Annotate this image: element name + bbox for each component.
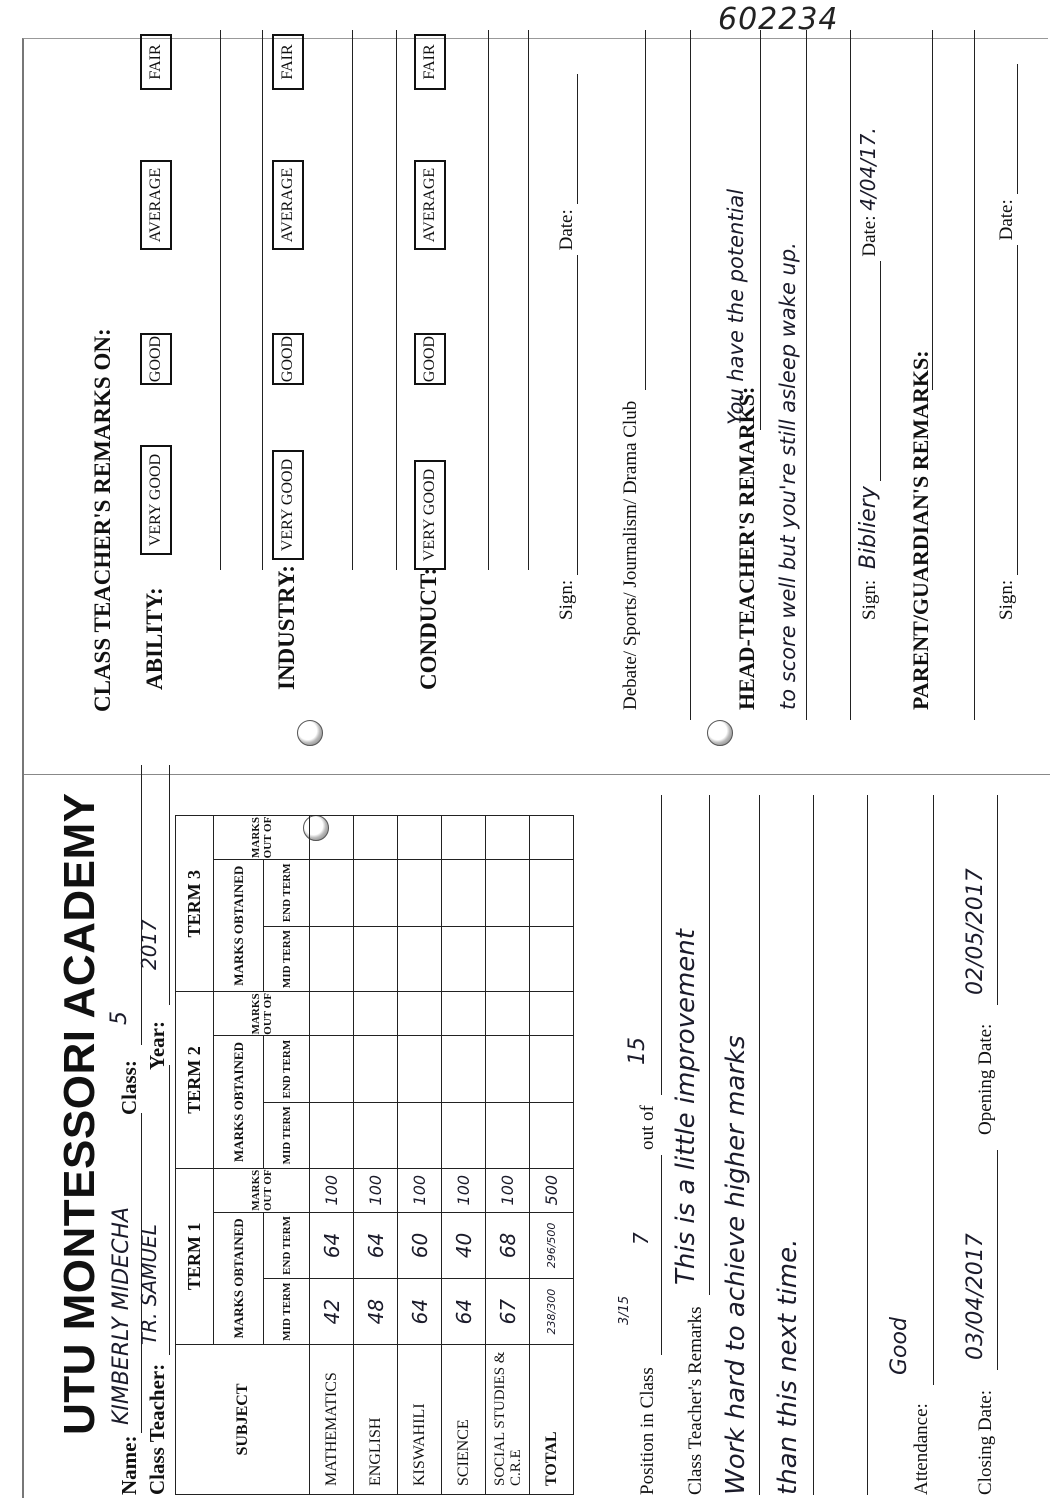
t1-out-cell: 100 [442, 1168, 486, 1212]
t1-mid-cell: 64 [442, 1279, 486, 1345]
subject-cell: SCIENCE [442, 1345, 486, 1495]
position-label: Position in Class [637, 1367, 658, 1495]
parent-line-2 [974, 30, 975, 720]
empty-cell [398, 992, 442, 1036]
good-box: GOOD [140, 333, 172, 385]
empty-cell [398, 1036, 442, 1103]
t1-mid-cell: 48 [354, 1279, 398, 1345]
class-teacher-remarks-title: CLASS TEACHER'S REMARKS ON: [90, 328, 115, 712]
empty-cell [486, 816, 530, 860]
empty-cell [530, 1102, 574, 1168]
subject-header: SUBJECT [176, 1345, 310, 1495]
empty-cell [530, 926, 574, 992]
remark-line-1 [709, 795, 710, 1295]
document-id: 602234 [718, 2, 839, 37]
class-teacher-label: Class Teacher: [145, 1363, 169, 1495]
subject-cell: KISWAHILI [398, 1345, 442, 1495]
sign-line [577, 255, 578, 575]
subject-cell: ENGLISH [354, 1345, 398, 1495]
very-good-box: VERY GOOD [414, 460, 446, 570]
ability-label: ABILITY: [142, 587, 167, 690]
parent-line-1 [932, 30, 933, 390]
class-teacher-remark-2: Work hard to achieve higher marks [721, 1035, 751, 1495]
good-box: GOOD [414, 333, 446, 385]
punch-hole [297, 720, 323, 746]
industry-line-2 [396, 30, 397, 570]
empty-cell [530, 992, 574, 1036]
marks-out-of-header: MARKS OUT OF [214, 992, 310, 1036]
remark-line-2 [759, 795, 760, 1495]
subject-cell: MATHEMATICS [310, 1345, 354, 1495]
head-teacher-sign-row [856, 127, 881, 620]
conduct-label: CONDUCT: [416, 567, 441, 690]
student-name: KIMBERLY MIDECHA [109, 1206, 134, 1425]
fair-box: FAIR [272, 34, 304, 90]
empty-cell [354, 926, 398, 992]
t1-mid-cell: 64 [398, 1279, 442, 1345]
average-box: AVERAGE [140, 160, 172, 250]
t1-end-cell: 40 [442, 1212, 486, 1279]
ability-row [134, 30, 178, 720]
head-teacher-signature: Bibliery [856, 486, 881, 570]
remark-line-4 [867, 795, 868, 1495]
class-label: Class: [117, 1060, 141, 1115]
empty-cell [398, 1102, 442, 1168]
attendance-value: Good [887, 1317, 912, 1375]
empty-cell [486, 860, 530, 927]
t1-out-cell: 100 [486, 1168, 530, 1212]
empty-cell [310, 992, 354, 1036]
t1-mid-cell: 67 [486, 1279, 530, 1345]
remarks-page [90, 30, 1020, 720]
mid-term-header: MID TERM [264, 1279, 310, 1345]
term-2-header: TERM 2 [176, 992, 214, 1168]
end-term-header: END TERM [264, 860, 310, 927]
head-teacher-date: 4/04/17. [856, 127, 880, 211]
marks-obtained-header: MARKS OBTAINED [214, 1212, 264, 1344]
position-line [661, 1155, 662, 1355]
empty-cell [354, 992, 398, 1036]
empty-cell [530, 816, 574, 860]
t1-out-cell: 100 [398, 1168, 442, 1212]
out-of-value: 15 [625, 1037, 650, 1065]
out-of-label: out of [637, 1105, 658, 1150]
marks-obtained-header: MARKS OBTAINED [214, 1036, 264, 1168]
school-name: UTU MONTESSORI ACADEMY [55, 792, 104, 1435]
class-teacher-remarks-label: Class Teacher's Remarks [685, 1306, 706, 1495]
position-value: 7 [629, 1232, 653, 1245]
sign-line [880, 261, 881, 481]
empty-cell [310, 1036, 354, 1103]
empty-cell [486, 1036, 530, 1103]
parent-guardian-label: PARENT/GUARDIAN'S REMARKS: [908, 350, 933, 710]
opening-date-value: 02/05/2017 [963, 868, 988, 995]
empty-cell [354, 860, 398, 927]
sign-label: Sign: [859, 579, 880, 620]
closing-date-value: 03/04/2017 [963, 1233, 988, 1360]
fair-box: FAIR [140, 34, 172, 90]
term-1-header: TERM 1 [176, 1168, 214, 1344]
name-label: Name: [117, 1435, 141, 1495]
empty-cell [442, 860, 486, 927]
sign-label: Sign: [556, 579, 577, 620]
marks-out-of-header: MARKS OUT OF [214, 816, 310, 860]
conduct-line-2 [528, 30, 529, 570]
class-line [141, 765, 142, 1045]
marks-out-of-header: MARKS OUT OF [214, 1168, 310, 1212]
t1-end-cell: 68 [486, 1212, 530, 1279]
empty-cell [442, 926, 486, 992]
report-card-page [45, 765, 1025, 1495]
mid-term-header: MID TERM [264, 1102, 310, 1168]
head-remark-line-2 [806, 30, 807, 720]
empty-cell [310, 1102, 354, 1168]
empty-cell [398, 926, 442, 992]
good-box: GOOD [272, 333, 304, 385]
end-term-header: END TERM [264, 1036, 310, 1103]
year-value: 2017 [137, 919, 161, 970]
empty-cell [486, 992, 530, 1036]
empty-cell [398, 816, 442, 860]
t1-end-cell: 64 [310, 1212, 354, 1279]
subject-cell: SOCIAL STUDIES & C.R.E [486, 1345, 530, 1495]
term-3-header: TERM 3 [176, 816, 214, 992]
ability-line-2 [262, 30, 263, 570]
t1-out-total: 500 [530, 1168, 574, 1212]
class-teacher-sign-row [556, 74, 578, 620]
class-teacher-remark-3: than this next time. [773, 1238, 803, 1495]
empty-cell [354, 1036, 398, 1103]
table-row [398, 816, 442, 1495]
mid-term-header: MID TERM [264, 926, 310, 992]
empty-cell [310, 816, 354, 860]
attendance-label: Attendance: [911, 1403, 932, 1495]
table-row-total [530, 816, 574, 1495]
head-teacher-remark-2: to score well but you're still asleep wake up. [776, 242, 800, 710]
sign-line [1017, 245, 1018, 575]
class-teacher-value: TR. SAMUEL [137, 1224, 161, 1345]
empty-cell [530, 860, 574, 927]
table-row [310, 816, 354, 1495]
sign-label: Sign: [996, 579, 1017, 620]
date-label: Date: [859, 215, 880, 257]
class-teacher-remark-1: This is a little improvement [671, 929, 701, 1285]
date-line [1017, 64, 1018, 194]
empty-cell [442, 1036, 486, 1103]
empty-cell [486, 926, 530, 992]
fair-box: FAIR [414, 34, 446, 90]
date-line [577, 74, 578, 204]
total-label: TOTAL [530, 1345, 574, 1495]
empty-cell [442, 816, 486, 860]
punch-hole [707, 720, 733, 746]
date-label: Date: [996, 199, 1017, 241]
empty-cell [442, 992, 486, 1036]
ability-line-1 [220, 30, 221, 570]
t1-out-cell: 100 [354, 1168, 398, 1212]
t1-end-cell: 64 [354, 1212, 398, 1279]
opening-date-line [997, 795, 998, 1005]
industry-line-1 [352, 30, 353, 570]
year-line [169, 765, 170, 1005]
class-value: 5 [107, 1011, 132, 1025]
empty-cell [310, 860, 354, 927]
clubs-line [645, 30, 646, 390]
out-of-line [661, 795, 662, 1095]
industry-label: INDUSTRY: [274, 565, 299, 690]
position-note: 3/15 [617, 1295, 632, 1325]
closing-date-label: Closing Date: [975, 1389, 996, 1495]
very-good-box: VERY GOOD [272, 450, 304, 560]
head-teacher-label: HEAD-TEACHER'S REMARKS: [734, 386, 759, 710]
year-label: Year: [145, 1021, 169, 1070]
attendance-line [933, 795, 934, 1385]
conduct-line-1 [488, 30, 489, 570]
table-row [486, 816, 530, 1495]
t1-end-cell: 60 [398, 1212, 442, 1279]
table-row [354, 816, 398, 1495]
parent-sign-row [996, 64, 1018, 620]
industry-row [266, 30, 310, 720]
average-box: AVERAGE [414, 160, 446, 250]
t1-mid-cell: 42 [310, 1279, 354, 1345]
end-term-header: END TERM [264, 1212, 310, 1279]
head-remark-line-3 [850, 30, 851, 720]
t1-out-cell: 100 [310, 1168, 354, 1212]
empty-cell [442, 1102, 486, 1168]
head-remark-line-1 [760, 30, 761, 430]
empty-cell [486, 1102, 530, 1168]
marks-obtained-header: MARKS OBTAINED [214, 860, 264, 992]
very-good-box: VERY GOOD [140, 445, 172, 555]
clubs-line-2 [690, 30, 691, 720]
remark-line-3 [813, 795, 814, 1495]
t1-mid-total: 238/300 [530, 1279, 574, 1345]
head-teacher-remark-1: You have the potential [724, 188, 748, 425]
marks-table [175, 815, 574, 1495]
closing-date-line [997, 1150, 998, 1370]
conduct-row [408, 30, 452, 720]
empty-cell [310, 926, 354, 992]
empty-cell [354, 816, 398, 860]
empty-cell [354, 1102, 398, 1168]
date-label: Date: [556, 209, 577, 251]
empty-cell [530, 1036, 574, 1103]
clubs-text: Debate/ Sports/ Journalism/ Drama Club [620, 400, 641, 710]
opening-date-label: Opening Date: [975, 1023, 996, 1135]
table-row [442, 816, 486, 1495]
average-box: AVERAGE [272, 160, 304, 250]
teacher-line [169, 1065, 170, 1355]
t1-end-total: 296/500 [530, 1212, 574, 1279]
empty-cell [398, 860, 442, 927]
